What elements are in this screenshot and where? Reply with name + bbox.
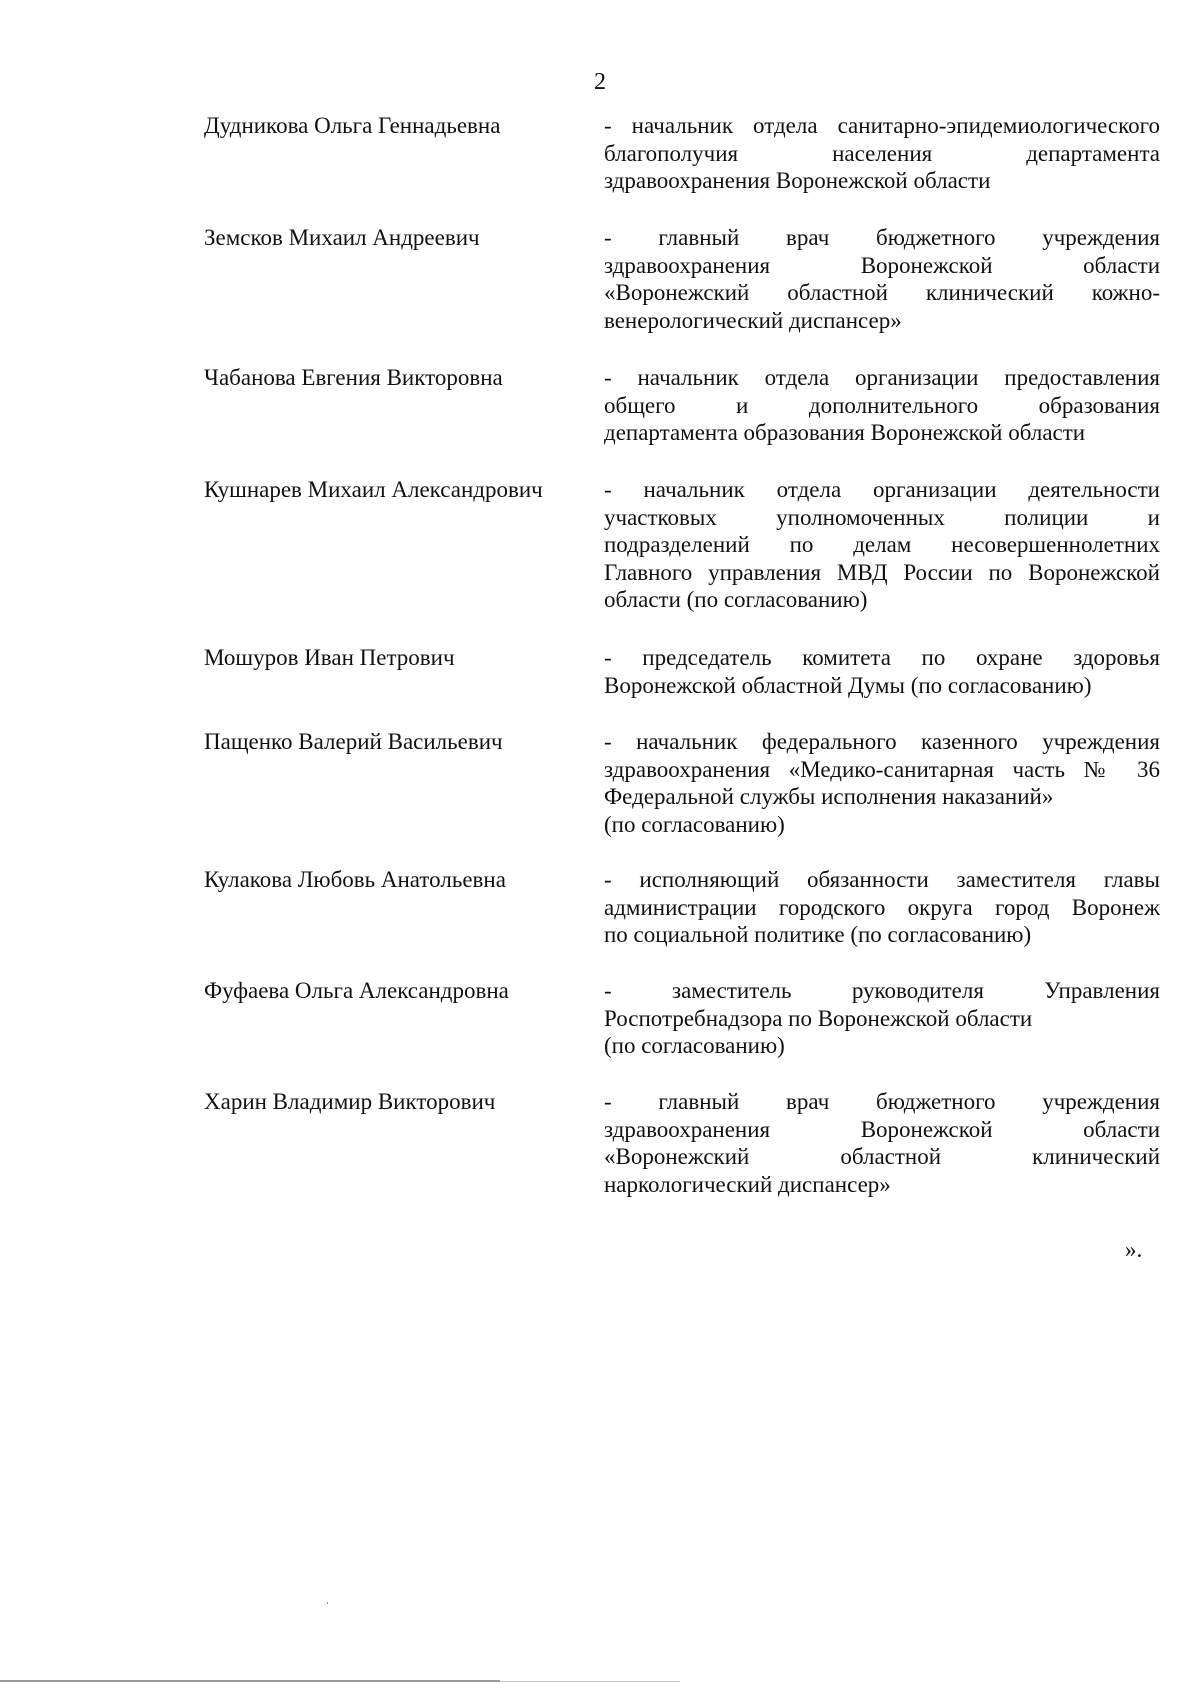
person-position xyxy=(604,364,1160,447)
person-position xyxy=(604,977,1160,1060)
position-line: подразделений по делам несовершеннолетних xyxy=(604,532,1160,557)
position-line: здравоохранения Воронежской области xyxy=(604,252,1160,278)
position-line: здравоохранения Воронежской области xyxy=(604,1116,1160,1142)
position-line: департамента образования Воронежской области xyxy=(604,420,1086,445)
list-item xyxy=(204,224,1164,334)
page-number: 2 xyxy=(594,69,606,95)
position-line: (по согласованию) xyxy=(604,811,785,837)
list-item xyxy=(204,728,1164,838)
list-item xyxy=(204,977,1164,1060)
position-line: по социальной политике (по согласованию) xyxy=(604,922,1032,947)
position-line: - начальник отдела санитарно-эпидемиологического xyxy=(604,113,1160,138)
scan-edge-line xyxy=(0,1680,500,1682)
person-name: Кулакова Любовь Анатольевна xyxy=(204,867,506,892)
person-name: Харин Владимир Викторович xyxy=(204,1089,496,1114)
list-item xyxy=(204,112,1164,195)
scan-edge-line xyxy=(500,1681,680,1682)
position-line: - председатель комитета по охране здоровья xyxy=(604,645,1160,670)
position-line: «Воронежский областной клинический xyxy=(604,1144,1160,1169)
position-line: общего и дополнительного образования xyxy=(604,392,1160,418)
scan-speck xyxy=(327,1602,328,1604)
person-name: Чабанова Евгения Викторовна xyxy=(204,365,503,390)
position-line: - главный врач бюджетного учреждения xyxy=(604,1089,1160,1114)
person-name: Мошуров Иван Петрович xyxy=(204,645,455,670)
position-line: - начальник отдела организации деятельности xyxy=(604,477,1160,502)
person-name: Дудникова Ольга Геннадьевна xyxy=(204,113,501,138)
position-line: - заместитель руководителя Управления xyxy=(604,978,1160,1003)
list-item xyxy=(204,364,1164,447)
person-name: Земсков Михаил Андреевич xyxy=(204,225,480,250)
position-line: области (по согласованию) xyxy=(604,587,868,612)
position-line: Федеральной службы исполнения наказаний» xyxy=(604,784,1054,809)
position-line: благополучия населения департамента xyxy=(604,140,1160,166)
position-line: венерологический диспансер» xyxy=(604,307,902,333)
position-line: (по согласованию) xyxy=(604,1033,785,1058)
position-line: Роспотребнадзора по Воронежской области xyxy=(604,1005,1033,1031)
person-position xyxy=(604,112,1160,195)
person-position xyxy=(604,644,1160,699)
list-item xyxy=(204,866,1164,949)
position-line: администрации городского округа город Воронеж xyxy=(604,894,1160,920)
position-line: Главного управления МВД России по Воронежской xyxy=(604,559,1160,585)
list-item xyxy=(204,644,1164,699)
person-position xyxy=(604,224,1160,334)
person-position xyxy=(604,728,1160,838)
position-line: здравоохранения Воронежской области xyxy=(604,168,991,193)
list-item xyxy=(204,476,1164,614)
person-position xyxy=(604,476,1160,614)
person-name: Фуфаева Ольга Александровна xyxy=(204,978,509,1003)
person-position xyxy=(604,866,1160,949)
position-line: - главный врач бюджетного учреждения xyxy=(604,225,1160,250)
position-line: «Воронежский областной клинический кожно- xyxy=(604,280,1160,305)
position-line: участковых уполномоченных полиции и xyxy=(604,504,1160,530)
closing-quote-mark: ». xyxy=(1125,1237,1143,1262)
person-position xyxy=(604,1088,1160,1198)
list-item xyxy=(204,1088,1164,1198)
position-line: - исполняющий обязанности заместителя главы xyxy=(604,867,1160,892)
position-line: здравоохранения «Медико-санитарная часть № 36 xyxy=(604,756,1160,782)
position-line: - начальник федерального казенного учреждения xyxy=(604,729,1160,754)
position-line: Воронежской областной Думы (по согласованию) xyxy=(604,672,1092,698)
person-name: Пащенко Валерий Васильевич xyxy=(204,729,503,754)
position-line: - начальник отдела организации предоставления xyxy=(604,365,1160,390)
position-line: наркологический диспансер» xyxy=(604,1171,891,1197)
person-name: Кушнарев Михаил Александрович xyxy=(204,477,543,502)
